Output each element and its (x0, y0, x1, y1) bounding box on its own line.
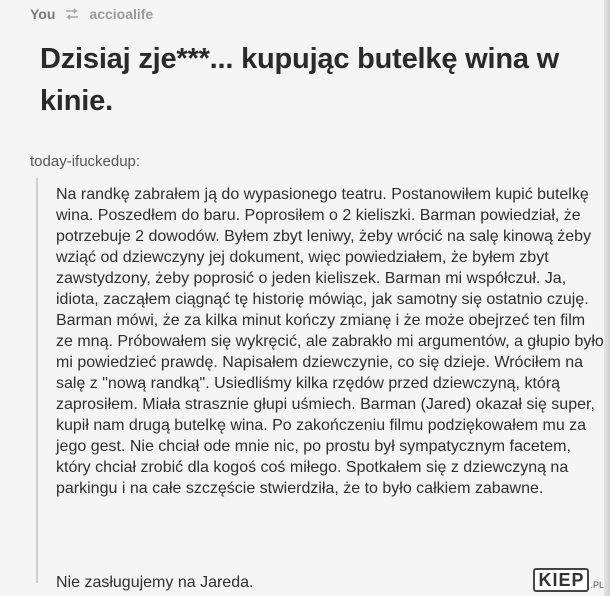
right-edge-rule (604, 0, 610, 596)
current-user-label[interactable]: You (30, 6, 56, 22)
quote-closing-line: Nie zasługujemy na Jareda. (56, 574, 254, 591)
reblog-icon (63, 7, 81, 21)
reblog-source-link[interactable]: accioalife (89, 6, 154, 22)
watermark-main: KIEP (533, 568, 589, 592)
quote-body: Na randkę zabrałem ją do wypasionego teatru. Postanowiłem kupić butelkę wina. Poszedłem do baru. Poprosiłem o 2 kieliszki. Barman powiedział, że potrzebuje 2 dowodów. Byłem zbyt leniwy, żeby wrócić na salę kinową żeby wziąć od dziewczyny jej dokument, więc powiedziałem, że byłem zbyt zawstydzony, żeby poprosić o jeden kieliszek. Barman mi współczuł. Ja, idiota, zacząłem ciągnąć tę historię mówiąc, jak samotny się ostatnio czuję. Barman mówi, że za kilka minut kończy zmianę i że może obejrzeć ten film ze mną. Próbowałem się wykręcić, ale zabrakło mi argumentów, a głupio było mi powiedzieć prawdę. Napisałem dziewczynie, co się dzieje. Wróciłem na salę z "nową randką". Usiedliśmy kilka rzędów przed dziewczyną, którą zaprosiłem. Miała strasznie głupi uśmiech. Barman (Jared) okazał się super, kupił nam drugą butelkę wina. Po zakończeniu filmu podziękowałem mu za jego gest. Nie chciał ode mnie nic, po prostu był sympatycznym facetem, który chciał zrobić dla kogoś coś miłego. Spotkałem się z dziewczyną na parkingu i na całe szczęście stwierdziła, że to było całkiem zabawne. (56, 186, 604, 497)
quoted-username-link[interactable]: today-ifuckedup: (30, 153, 141, 170)
reblog-header (30, 6, 153, 22)
post-title: Dzisiaj zje***... kupując butelkę wina w kinie. (40, 43, 559, 117)
watermark-suffix: .PL (590, 580, 604, 590)
site-watermark-logo (533, 568, 604, 592)
